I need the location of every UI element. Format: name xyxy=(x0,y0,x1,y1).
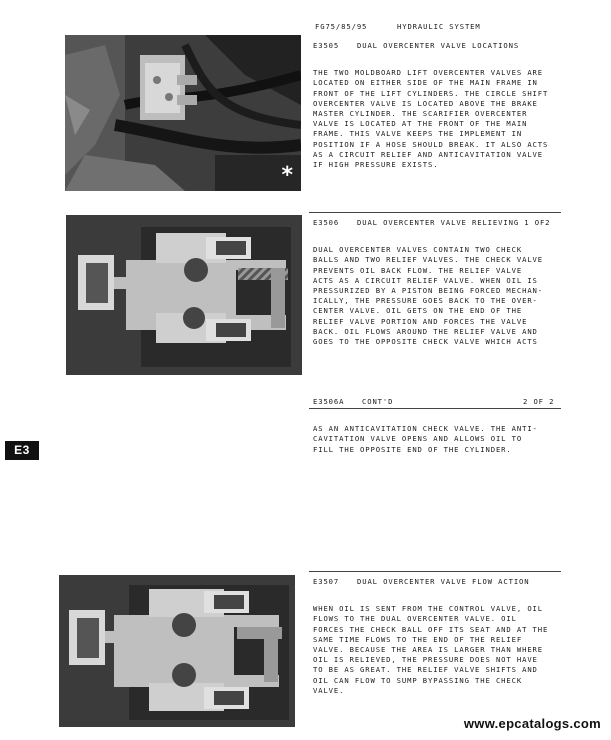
section-divider xyxy=(309,408,561,409)
section-body xyxy=(313,594,548,706)
body-line: VALVE. BECAUSE THE AREA IS LARGER THAN WHERE xyxy=(313,645,543,655)
body-line: FRONT OF THE LIFT CYLINDERS. THE CIRCLE SHIFT xyxy=(313,88,549,98)
body-line: AS AN ANTICAVITATION CHECK VALVE. THE ANTI- xyxy=(313,424,538,434)
section-divider xyxy=(309,571,561,572)
photo-valve-locations xyxy=(65,35,301,191)
body-line: PRESSURIZED BY A PISTON BEING FORCED MECHAN- xyxy=(313,286,543,296)
footer-website[interactable]: www.epcatalogs.com xyxy=(463,716,601,731)
section-code: E3507 xyxy=(313,577,340,586)
section-code: E3506A xyxy=(313,397,345,406)
body-line: OIL CAN FLOW TO SUMP BYPASSING THE CHECK xyxy=(313,675,523,685)
body-line: BALLS AND TWO RELIEF VALVES. THE CHECK VALVE xyxy=(313,255,543,265)
body-line: OVERCENTER VALVE IS LOCATED ABOVE THE BRAKE xyxy=(313,98,538,108)
body-line: GOES TO THE OPPOSITE CHECK VALVE WHICH ACTS xyxy=(313,337,538,347)
side-tab: E3 xyxy=(5,441,39,460)
section-title: DUAL OVERCENTER VALVE LOCATIONS xyxy=(357,41,520,50)
body-line: IF HIGH PRESSURE EXISTS. xyxy=(313,160,439,170)
body-line: VALVE. xyxy=(313,685,345,695)
section-page: 2 OF 2 xyxy=(523,397,555,406)
body-line: TO BE AS GREAT. THE RELIEF VALVE SHIFTS AND xyxy=(313,665,538,675)
section-divider xyxy=(309,212,561,213)
section-body xyxy=(313,235,543,357)
body-line: FORCES THE CHECK BALL OFF ITS SEAT AND AT THE xyxy=(313,624,549,634)
diagram-valve-flow-action xyxy=(59,575,295,727)
section-code: E3505 xyxy=(313,41,340,50)
body-line: DUAL OVERCENTER VALVES CONTAIN TWO CHECK xyxy=(313,245,523,255)
body-line: CENTER VALVE. OIL GETS ON THE END OF THE xyxy=(313,306,523,316)
section-title: CONT'D xyxy=(362,397,394,406)
body-line: FRAME. THIS VALVE KEEPS THE IMPLEMENT IN xyxy=(313,129,523,139)
body-line: AS A CIRCUIT RELIEF AND ANTICAVITATION VALVE xyxy=(313,149,543,159)
body-line: SAME TIME FLOWS TO THE END OF THE RELIEF xyxy=(313,634,523,644)
body-line: PREVENTS OIL BACK FLOW. THE RELIEF VALVE xyxy=(313,265,523,275)
body-line: CAVITATION VALVE OPENS AND ALLOWS OIL TO xyxy=(313,434,523,444)
section-code: E3506 xyxy=(313,218,340,227)
body-line: VALVE IS LOCATED AT THE FRONT OF THE MAIN xyxy=(313,119,528,129)
section-body xyxy=(313,414,538,465)
body-line: OIL IS RELIEVED, THE PRESSURE DOES NOT HAVE xyxy=(313,655,538,665)
section-title: DUAL OVERCENTER VALVE FLOW ACTION xyxy=(357,577,530,586)
body-line: POSITION IF A HOSE SHOULD BREAK. IT ALSO ACTS xyxy=(313,139,549,149)
body-line: MASTER CYLINDER. THE SCARIFIER OVERCENTER xyxy=(313,109,528,119)
body-line: FLOWS TO THE DUAL OVERCENTER VALVE. OIL xyxy=(313,614,517,624)
body-line: THE TWO MOLDBOARD LIFT OVERCENTER VALVES ARE xyxy=(313,68,543,78)
header-section: HYDRAULIC SYSTEM xyxy=(397,22,481,31)
section-body xyxy=(313,58,548,180)
diagram-valve-relieving xyxy=(66,215,302,375)
header-model: FG75/85/95 xyxy=(315,22,368,31)
body-line: LOCATED ON EITHER SIDE OF THE MAIN FRAME IN xyxy=(313,78,538,88)
body-line: FILL THE OPPOSITE END OF THE CYLINDER. xyxy=(313,444,512,454)
body-line: WHEN OIL IS SENT FROM THE CONTROL VALVE, OIL xyxy=(313,604,543,614)
asterisk-mark: * xyxy=(281,163,293,188)
section-title: DUAL OVERCENTER VALVE RELIEVING 1 OF2 xyxy=(357,218,551,227)
body-line: RELIEF VALVE PORTION AND FORCES THE VALVE xyxy=(313,316,528,326)
body-line: ICALLY, THE PRESSURE GOES BACK TO THE OVER- xyxy=(313,296,538,306)
body-line: ACTS AS A CIRCUIT RELIEF VALVE. WHEN OIL IS xyxy=(313,275,538,285)
body-line: BACK. OIL FLOWS AROUND THE RELIEF VALVE AND xyxy=(313,326,538,336)
